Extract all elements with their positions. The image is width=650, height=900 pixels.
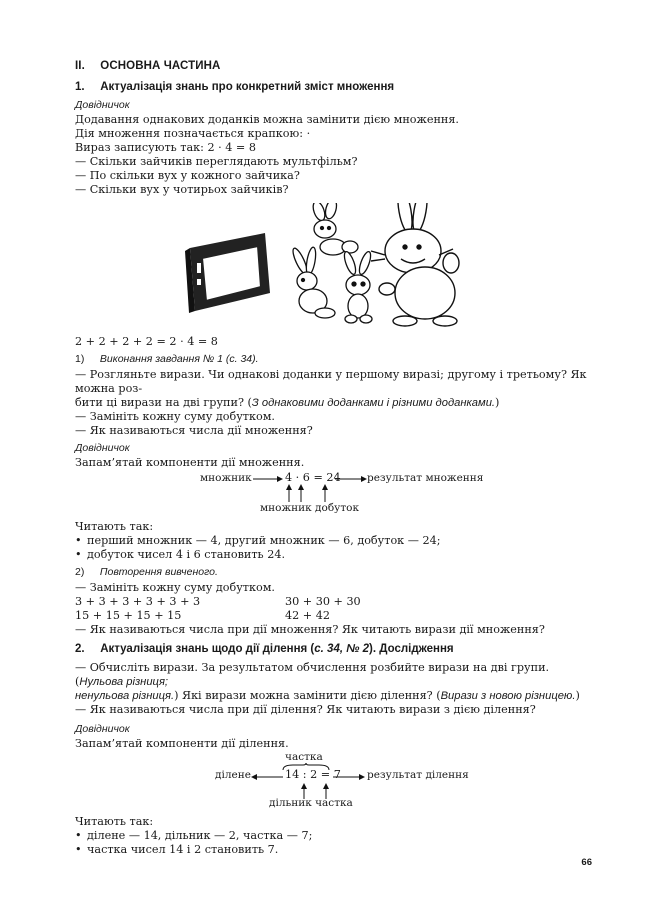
part2-answer-2: ненульова різниця. xyxy=(75,690,175,702)
part1-number: 1. xyxy=(75,81,85,93)
rabbits-tv-drawing xyxy=(75,203,595,331)
section-title: ОСНОВНА ЧАСТИНА xyxy=(100,60,221,72)
part2-text-a: — Обчисліть вирази. За результатом обчислення розбийте вирази на дві групи. ( xyxy=(75,661,550,688)
list-item: • добуток чисел 4 і 6 становить 24. xyxy=(75,548,595,562)
part2-text-c: ) xyxy=(575,689,580,702)
task1-answer: З однаковими доданками і різними доданками. xyxy=(251,397,496,409)
question-line: — Як називаються числа дії множення? xyxy=(75,424,313,437)
part2-answer-1: Нульова різниця; xyxy=(79,676,169,688)
part2-answer-3: Вирази з новою різницею. xyxy=(440,690,576,702)
note-label: Довідничок xyxy=(75,723,130,735)
task1-number: 1) xyxy=(75,353,85,365)
part2-title-ref: с. 34, № 2 xyxy=(314,643,370,655)
sum-expression: 15 + 15 + 15 + 15 xyxy=(75,609,182,622)
division-diagram xyxy=(75,751,595,809)
arrow-left-icon xyxy=(251,772,283,782)
read-label: Читають так: xyxy=(75,520,154,533)
diagram-left-label: ділене xyxy=(215,769,251,781)
read-list xyxy=(75,534,595,562)
diagram-top-label: частка xyxy=(285,751,323,763)
text-line: Вираз записують так: 2 · 4 = 8 xyxy=(75,141,256,154)
task1-text-c: ) xyxy=(495,396,500,409)
task1-label: Виконання завдання № 1 (с. 34). xyxy=(99,353,259,365)
task2-number: 2) xyxy=(75,566,85,578)
question-line: — Замініть кожну суму добутком. xyxy=(75,410,275,423)
part2-text-cont xyxy=(75,689,595,703)
diagram-bottom-label: множник добуток xyxy=(260,502,360,514)
remember-line: Запам’ятай компоненти дії ділення. xyxy=(75,737,289,750)
rabbit-small-top-icon xyxy=(311,203,358,255)
page-number: 66 xyxy=(581,857,592,868)
question-line: — Скільки вух у чотирьох зайчиків? xyxy=(75,183,289,196)
sum-expression: 3 + 3 + 3 + 3 + 3 + 3 xyxy=(75,595,201,608)
diagram-right-label: результат множення xyxy=(367,472,484,484)
read-label: Читають так: xyxy=(75,815,154,828)
tv-icon xyxy=(185,233,270,313)
illustration-tv-rabbits xyxy=(75,203,595,331)
question-line: — По скільки вух у кожного зайчика? xyxy=(75,169,300,182)
list-item: • ділене — 14, дільник — 2, частка — 7; xyxy=(75,829,595,843)
task1-text: — Розгляньте вирази. Чи однакові доданки у першому виразі; другому і третьому? Як можна роз- xyxy=(75,368,587,395)
section-number: II. xyxy=(75,60,85,72)
text-line: Додавання однакових доданків можна замінити дією множення. xyxy=(75,113,459,126)
note-label: Довідничок xyxy=(75,99,130,111)
part2-title-b: ). Дослідження xyxy=(369,643,454,655)
rabbit-big-icon xyxy=(371,203,459,326)
sum-expression: 30 + 30 + 30 xyxy=(285,595,361,608)
page-content xyxy=(75,60,595,857)
part1-heading xyxy=(75,81,595,93)
note-label: Довідничок xyxy=(75,442,130,454)
sums-grid xyxy=(75,595,595,623)
task2-label: Повторення вивченого. xyxy=(99,566,218,578)
arrow-right-icon xyxy=(253,474,283,484)
question-line: — Скільки зайчиків переглядають мультфільм? xyxy=(75,155,358,168)
question-line: — Як називаються числа при дії ділення? Як читають вирази з дією ділення? xyxy=(75,703,536,716)
task1-heading xyxy=(75,353,595,365)
section-heading xyxy=(75,60,595,72)
list-item: • перший множник — 4, другий множник — 6, добуток — 24; xyxy=(75,534,595,548)
diagram-expression: 14 : 2 = 7 xyxy=(285,768,341,781)
multiplication-diagram xyxy=(75,470,595,516)
list-item: • частка чисел 14 і 2 становить 7. xyxy=(75,843,595,857)
question-line: — Як називаються числа при дії множення? Як читають вирази дії множення? xyxy=(75,623,545,636)
task1-text-cont xyxy=(75,396,595,410)
diagram-bottom-label: дільник частка xyxy=(269,797,353,809)
diagram-right-label: результат ділення xyxy=(367,769,469,781)
task2-heading xyxy=(75,566,595,578)
part2-heading xyxy=(75,643,595,655)
task1-text-b: бити ці вирази на дві групи? ( xyxy=(75,396,252,409)
sum-expression: 42 + 42 xyxy=(285,609,330,622)
part2-text-b: ) Які вирази можна замінити дією ділення? ( xyxy=(174,689,441,702)
text-line: Дія множення позначається крапкою: · xyxy=(75,127,311,140)
read-list xyxy=(75,829,595,857)
arrow-right-icon xyxy=(333,772,365,782)
remember-line: Запам’ятай компоненти дії множення. xyxy=(75,456,305,469)
part2-title-a: Актуалізація знань щодо дії ділення ( xyxy=(100,643,315,655)
diagram-left-label: множник xyxy=(200,472,252,484)
rabbit-left-icon xyxy=(290,247,335,318)
part2-number: 2. xyxy=(75,643,85,655)
task2-line: — Замініть кожну суму добутком. xyxy=(75,581,275,594)
diagram-up-arrows xyxy=(285,484,345,504)
part2-text xyxy=(75,661,595,689)
equation-line: 2 + 2 + 2 + 2 = 2 · 4 = 8 xyxy=(75,335,218,348)
part1-title: Актуалізація знань про конкретний зміст множення xyxy=(100,81,395,93)
arrow-right-icon xyxy=(335,474,367,484)
diagram-expression: 4 · 6 = 24 xyxy=(285,471,341,484)
rabbit-small-middle-icon xyxy=(342,250,373,323)
